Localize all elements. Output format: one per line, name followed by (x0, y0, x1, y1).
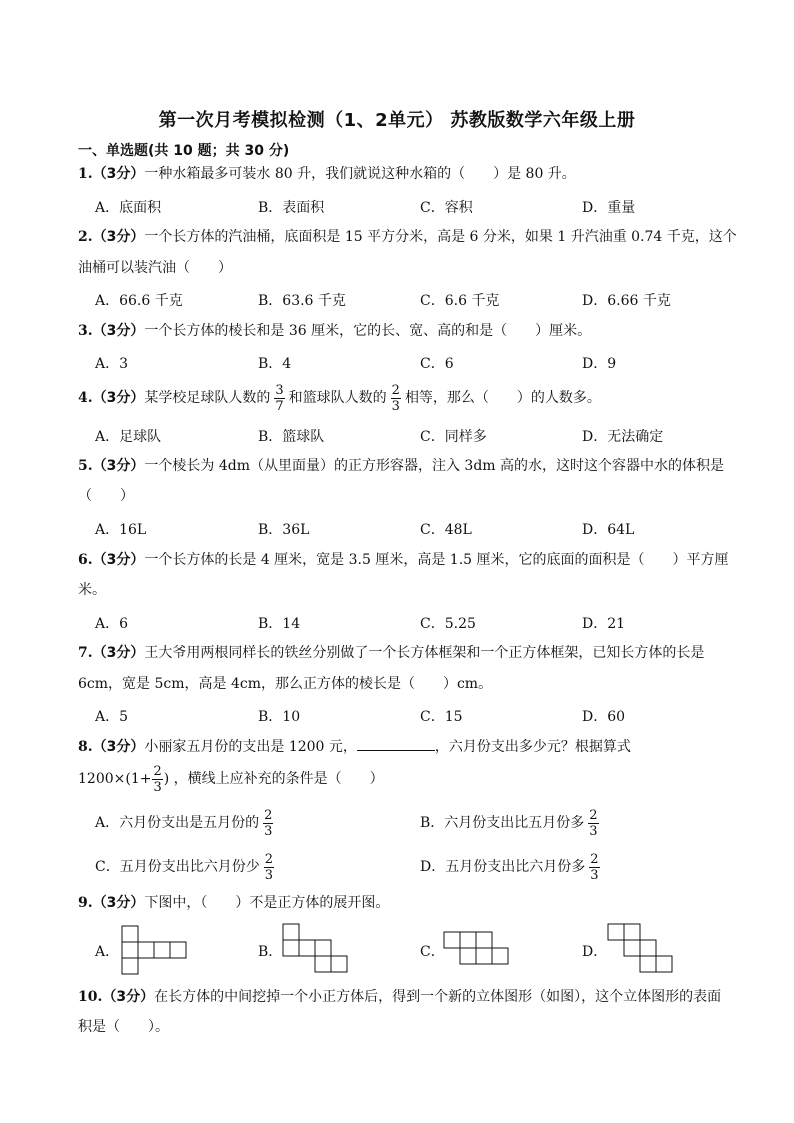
fraction-denominator: 3 (153, 779, 162, 795)
fraction (274, 383, 284, 414)
question-text: 下图中，（ ）不是正方体的展开图。 (144, 895, 390, 911)
question-7-line-2: 6cm，宽是 5cm，高是 4cm，那么正方体的棱长是（ ）cm。 (78, 676, 493, 692)
option-c: C． (420, 944, 445, 960)
fraction (588, 808, 598, 839)
question-text: 某学校足球队人数的 (144, 390, 271, 406)
option-a: A． (95, 944, 120, 960)
fraction-denominator: 3 (264, 867, 273, 883)
question-5 (78, 455, 724, 477)
question-points: （3分） (92, 166, 145, 182)
question-text: 一种水箱最多可装水 80 升，我们就说这种水箱的（ ）是 80 升。 (144, 166, 576, 182)
option-b: B． (258, 944, 283, 960)
option-c: C．容积 (420, 200, 473, 216)
option-text: D．五月份支出比六月份多 (420, 859, 586, 875)
fraction-numerator: 2 (589, 807, 598, 823)
option-a: A．足球队 (95, 429, 162, 445)
option-a: A．底面积 (95, 200, 162, 216)
option-d: D．64L (582, 522, 635, 538)
question-text: 在长方体的中间挖掉一个小正方体后，得到一个新的立体图形（如图），这个立体图形的表面 (154, 989, 722, 1005)
question-number: 8. (78, 739, 93, 755)
question-points: （3分） (92, 645, 145, 661)
option-b (420, 806, 603, 840)
option-text: B．六月份支出比五月份多 (420, 815, 585, 831)
option-d: D．21 (582, 616, 626, 632)
question-2 (78, 226, 737, 248)
question-7 (78, 642, 704, 664)
formula: 1200×(1+ (78, 771, 152, 787)
fraction-numerator: 2 (264, 807, 273, 823)
fraction-numerator: 2 (264, 851, 273, 867)
section-heading: 一、单选题(共 10 题；共 30 分) (78, 143, 290, 159)
question-points: （3分） (92, 552, 145, 568)
question-points: （3分） (92, 739, 145, 755)
option-b: B．36L (258, 522, 310, 538)
option-a: A．66.6 千克 (95, 293, 183, 309)
question-number: 2. (78, 229, 93, 245)
option-c: C．同样多 (420, 429, 487, 445)
question-text: 小丽家五月份的支出是 1200 元， (144, 739, 357, 755)
option-c: C．15 (420, 709, 463, 725)
option-b: B．表面积 (258, 200, 325, 216)
option-a: A．5 (95, 709, 129, 725)
option-a: A．6 (95, 616, 129, 632)
cube-net-a (121, 925, 189, 975)
question-number: 4. (78, 390, 93, 406)
question-text: 王大爷用两根同样长的铁丝分别做了一个长方体框架和一个正方体框架，已知长方体的长是 (144, 645, 705, 661)
option-b: B．63.6 千克 (258, 293, 346, 309)
option-b: B．14 (258, 616, 301, 632)
option-text: A．六月份支出是五月份的 (95, 815, 260, 831)
option-b: B．10 (258, 709, 301, 725)
fraction-denominator: 3 (264, 823, 273, 839)
question-text: ，六月份支出多少元？根据算式 (434, 739, 631, 755)
option-d: D．重量 (582, 200, 636, 216)
fraction-numerator: 2 (590, 851, 599, 867)
question-text: 一个长方体的长是 4 厘米，宽是 3.5 厘米，高是 1.5 厘米，它的底面的面积是（ ）平方厘 (144, 552, 729, 568)
option-d: D． (582, 944, 608, 960)
page-title: 第一次月考模拟检测（1、2单元） 苏教版数学六年级上册 (158, 110, 636, 131)
fraction (264, 852, 274, 883)
question-points: （3分） (92, 390, 145, 406)
question-number: 6. (78, 552, 93, 568)
option-b: B．4 (258, 356, 292, 372)
option-c (95, 850, 278, 884)
fraction-numerator: 3 (275, 382, 284, 398)
question-text: 和篮球队人数的 (288, 390, 387, 406)
fraction-numerator: 2 (153, 763, 162, 779)
question-6 (78, 549, 729, 571)
option-c: C．6 (420, 356, 454, 372)
question-10-line-2: 积是（ ）。 (78, 1019, 169, 1035)
question-2-line-2: 油桶可以装汽油（ ） (78, 260, 232, 276)
cube-net-d (607, 923, 677, 975)
fraction-denominator: 7 (275, 398, 284, 414)
formula: ) (163, 771, 170, 787)
fraction (152, 764, 162, 795)
question-number: 5. (78, 458, 93, 474)
option-d: D．无法确定 (582, 429, 664, 445)
question-text: 相等，那么（ ）的人数多。 (404, 390, 601, 406)
option-d: D．6.66 千克 (582, 293, 671, 309)
question-1 (78, 163, 576, 185)
fraction-denominator: 3 (589, 823, 598, 839)
question-points: （3分） (102, 989, 155, 1005)
fraction-numerator: 2 (391, 382, 400, 398)
question-number: 10. (78, 989, 103, 1005)
question-text: 一个长方体的棱长和是 36 厘米，它的长、宽、高的和是（ ）厘米。 (144, 323, 592, 339)
cube-net-b (282, 923, 352, 975)
fraction (391, 383, 401, 414)
question-4 (78, 382, 601, 414)
question-6-line-2: 米。 (78, 582, 106, 598)
cube-net-c (443, 931, 513, 967)
question-3 (78, 320, 591, 342)
fraction-denominator: 3 (391, 398, 400, 414)
question-number: 1. (78, 166, 93, 182)
option-b: B．篮球队 (258, 429, 325, 445)
question-8 (78, 736, 631, 758)
question-number: 3. (78, 323, 93, 339)
option-text: C．五月份支出比六月份少 (95, 859, 260, 875)
fraction (589, 852, 599, 883)
question-points: （3分） (92, 458, 145, 474)
question-points: （3分） (92, 323, 145, 339)
question-number: 9. (78, 895, 93, 911)
option-c: C．6.6 千克 (420, 293, 500, 309)
question-8-formula-line (78, 762, 384, 796)
fraction-denominator: 3 (590, 867, 599, 883)
option-a (95, 806, 277, 840)
question-5-line-2: （ ） (78, 488, 134, 504)
option-a: A．16L (95, 522, 147, 538)
option-d: D．9 (582, 356, 617, 372)
option-c: C．5.25 (420, 616, 476, 632)
question-9 (78, 892, 389, 914)
question-points: （3分） (92, 229, 145, 245)
question-text: ，横线上应补充的条件是（ ） (173, 771, 384, 787)
option-a: A．3 (95, 356, 129, 372)
option-d (420, 850, 604, 884)
option-c: C．48L (420, 522, 472, 538)
fraction (263, 808, 273, 839)
option-d: D．60 (582, 709, 626, 725)
answer-blank (357, 736, 435, 751)
question-10 (78, 986, 721, 1008)
question-points: （3分） (92, 895, 145, 911)
question-text: 一个长方体的汽油桶，底面积是 15 平方分米，高是 6 分米，如果 1 升汽油重 0.74 千克，这个 (144, 229, 737, 245)
question-number: 7. (78, 645, 93, 661)
question-text: 一个棱长为 4dm（从里面量）的正方形容器，注入 3dm 高的水，这时这个容器中水的体积是 (144, 458, 725, 474)
